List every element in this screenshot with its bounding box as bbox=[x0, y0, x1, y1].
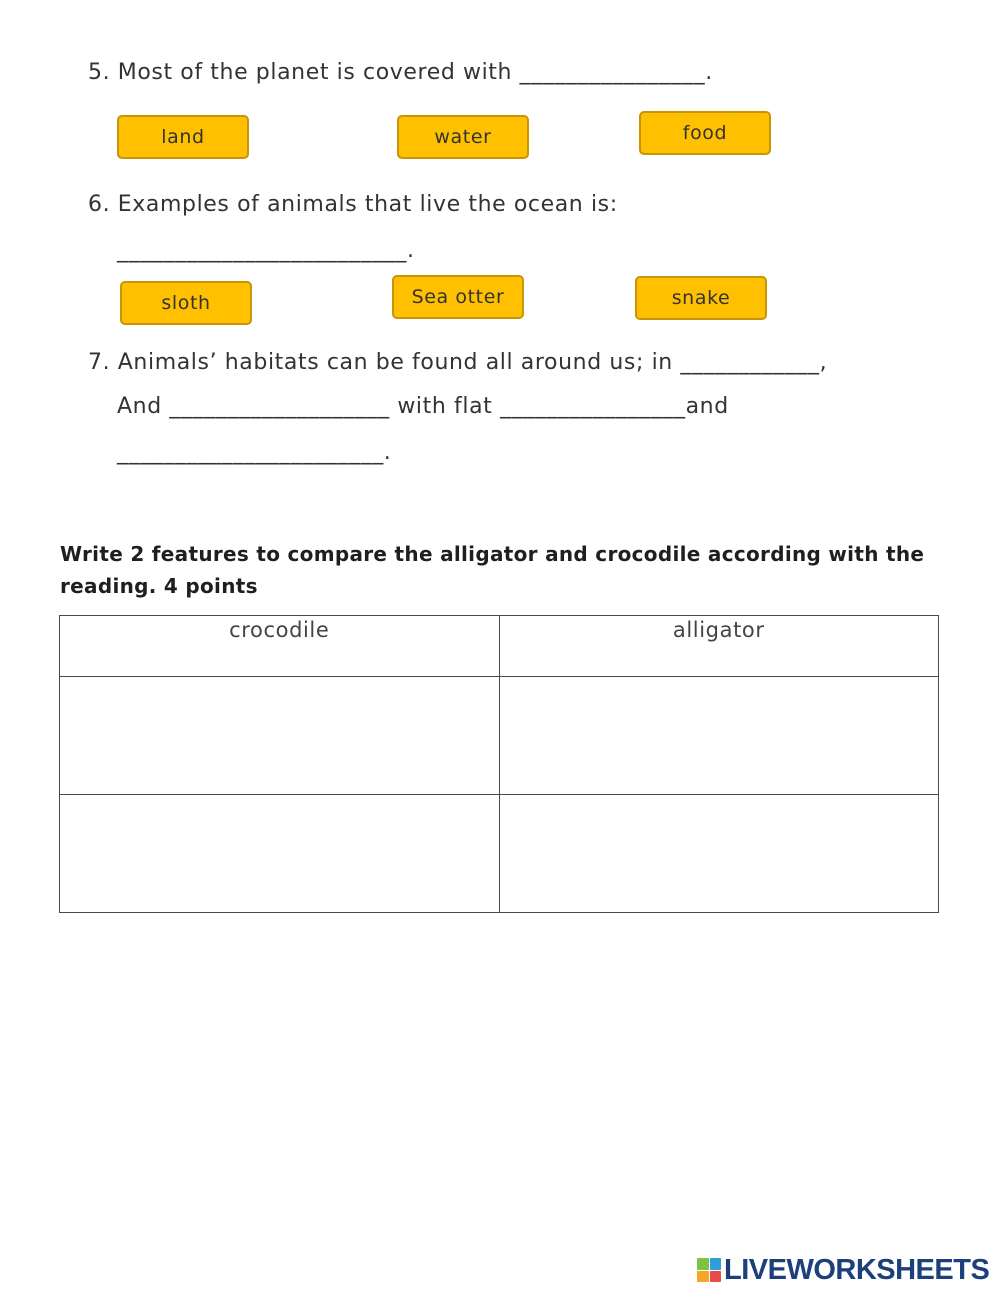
logo-text: LIVEWORKSHEETS bbox=[724, 1253, 990, 1286]
option-land[interactable]: land bbox=[117, 115, 249, 159]
question-7-line-1[interactable]: 7. Animals’ habitats can be found all around us; in ____________, bbox=[88, 350, 828, 375]
table-row bbox=[60, 795, 939, 913]
alligator-feature-1-cell[interactable] bbox=[499, 677, 939, 795]
column-header-crocodile: crocodile bbox=[60, 616, 500, 677]
crocodile-feature-2-cell[interactable] bbox=[60, 795, 500, 913]
logo-square-1 bbox=[697, 1258, 709, 1270]
question-5-text: 5. Most of the planet is covered with ________________. bbox=[88, 60, 713, 85]
logo-square-3 bbox=[697, 1271, 709, 1283]
table-row bbox=[60, 677, 939, 795]
logo-square-2 bbox=[710, 1258, 722, 1270]
option-food[interactable]: food bbox=[639, 111, 771, 155]
question-6-blank[interactable]: _________________________. bbox=[117, 238, 415, 263]
option-water[interactable]: water bbox=[397, 115, 529, 159]
question-7-line-3[interactable]: _______________________. bbox=[117, 440, 392, 465]
comparison-heading: Write 2 features to compare the alligator and crocodile according with the reading. 4 points bbox=[60, 542, 925, 598]
crocodile-feature-1-cell[interactable] bbox=[60, 677, 500, 795]
table-header-row bbox=[60, 616, 939, 677]
question-6-text: 6. Examples of animals that live the ocean is: bbox=[88, 192, 618, 217]
liveworksheets-logo bbox=[697, 1254, 989, 1286]
option-snake[interactable]: snake bbox=[635, 276, 767, 320]
alligator-feature-2-cell[interactable] bbox=[499, 795, 939, 913]
option-sloth[interactable]: sloth bbox=[120, 281, 252, 325]
logo-mark-icon bbox=[697, 1258, 721, 1282]
column-header-alligator: alligator bbox=[499, 616, 939, 677]
question-7-line-2[interactable]: And ___________________ with flat ________________and bbox=[117, 394, 729, 419]
logo-square-4 bbox=[710, 1271, 722, 1283]
comparison-table bbox=[59, 615, 939, 913]
option-sea-otter[interactable]: Sea otter bbox=[392, 275, 524, 319]
